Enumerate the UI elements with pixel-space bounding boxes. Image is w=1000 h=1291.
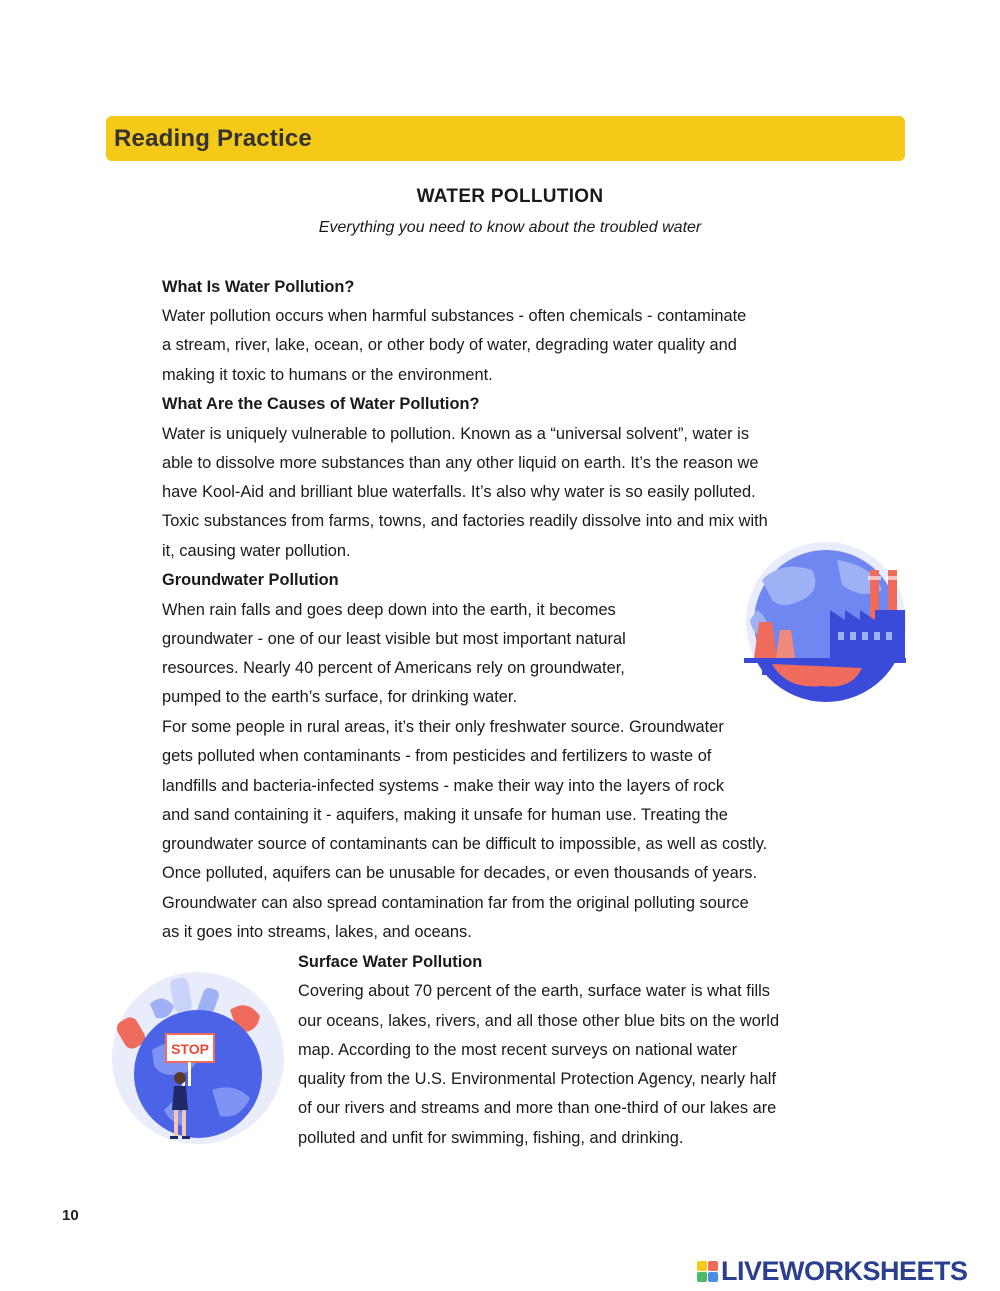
platform	[744, 658, 906, 663]
stop-pollution-illustration	[112, 970, 287, 1145]
globe	[134, 1010, 262, 1138]
paragraph-line: have Kool-Aid and brilliant blue waterfalls. It’s also why water is so easily polluted.	[162, 483, 756, 501]
paragraph-line: our oceans, lakes, rivers, and all those other blue bits on the world	[298, 1012, 780, 1030]
paragraph-line: of our rivers and streams and more than one-third of our lakes are	[298, 1099, 777, 1117]
paragraph-line: it, causing water pollution.	[162, 542, 351, 560]
paragraph-line: and sand containing it - aquifers, making it unsafe for human use. Treating the	[162, 806, 728, 824]
paragraph-line: able to dissolve more substances than any other liquid on earth. It’s the reason we	[162, 454, 759, 472]
paragraph-line: Water is uniquely vulnerable to pollution. Known as a “universal solvent”, water is	[162, 425, 750, 443]
section-heading-causes: What Are the Causes of Water Pollution?	[162, 395, 480, 413]
paragraph-line: making it toxic to humans or the environment.	[162, 366, 493, 384]
section-heading-groundwater: Groundwater Pollution	[162, 571, 339, 589]
paragraph-line: gets polluted when contaminants - from pesticides and fertilizers to waste of	[162, 747, 712, 765]
paragraph-line: a stream, river, lake, ocean, or other body of water, degrading water quality and	[162, 336, 737, 354]
brand-cubes-icon	[697, 1261, 718, 1282]
page-number: 10	[62, 1207, 79, 1224]
paragraph-line: For some people in rural areas, it’s their only freshwater source. Groundwater	[162, 718, 724, 736]
person-head	[174, 1072, 186, 1084]
paragraph-line: Groundwater can also spread contamination far from the original polluting source	[162, 894, 749, 912]
factory-globe-illustration	[742, 540, 907, 705]
paragraph-line: groundwater - one of our least visible but most important natural	[162, 630, 626, 648]
banner-title: Reading Practice	[114, 124, 312, 152]
paragraph-line: map. According to the most recent surveys on national water	[298, 1041, 738, 1059]
paragraph-line: as it goes into streams, lakes, and oceans.	[162, 923, 472, 941]
brand-name: LIVEWORKSHEETS	[721, 1255, 968, 1286]
paragraph-line: Toxic substances from farms, towns, and factories readily dissolve into and mix with	[162, 512, 768, 530]
paragraph-line: pumped to the earth’s surface, for drinking water.	[162, 688, 518, 706]
paragraph-line: quality from the U.S. Environmental Protection Agency, nearly half	[298, 1070, 776, 1088]
paragraph-line: Water pollution occurs when harmful substances - often chemicals - contaminate	[162, 307, 747, 325]
paragraph-line: When rain falls and goes deep down into the earth, it becomes	[162, 601, 616, 619]
liveworksheets-logo[interactable]	[697, 1256, 968, 1286]
paragraph-line: resources. Nearly 40 percent of Americans rely on groundwater,	[162, 659, 625, 677]
section-heading-what-is: What Is Water Pollution?	[162, 278, 355, 296]
paragraph-line: landfills and bacteria-infected systems - make their way into the layers of rock	[162, 777, 725, 795]
paragraph-line: polluted and unfit for swimming, fishing, and drinking.	[298, 1129, 684, 1147]
article-subtitle: Everything you need to know about the troubled water	[318, 219, 702, 236]
article-title: WATER POLLUTION	[416, 186, 604, 207]
stop-sign-text: STOP	[171, 1041, 209, 1057]
paragraph-line: Once polluted, aquifers can be unusable for decades, or even thousands of years.	[162, 864, 758, 882]
paragraph-line: groundwater source of contaminants can be difficult to impossible, as well as costly.	[162, 835, 768, 853]
section-banner	[106, 116, 905, 161]
paragraph-line: Covering about 70 percent of the earth, surface water is what fills	[298, 982, 770, 1000]
section-heading-surface-water: Surface Water Pollution	[298, 953, 483, 971]
person-body	[172, 1086, 188, 1110]
